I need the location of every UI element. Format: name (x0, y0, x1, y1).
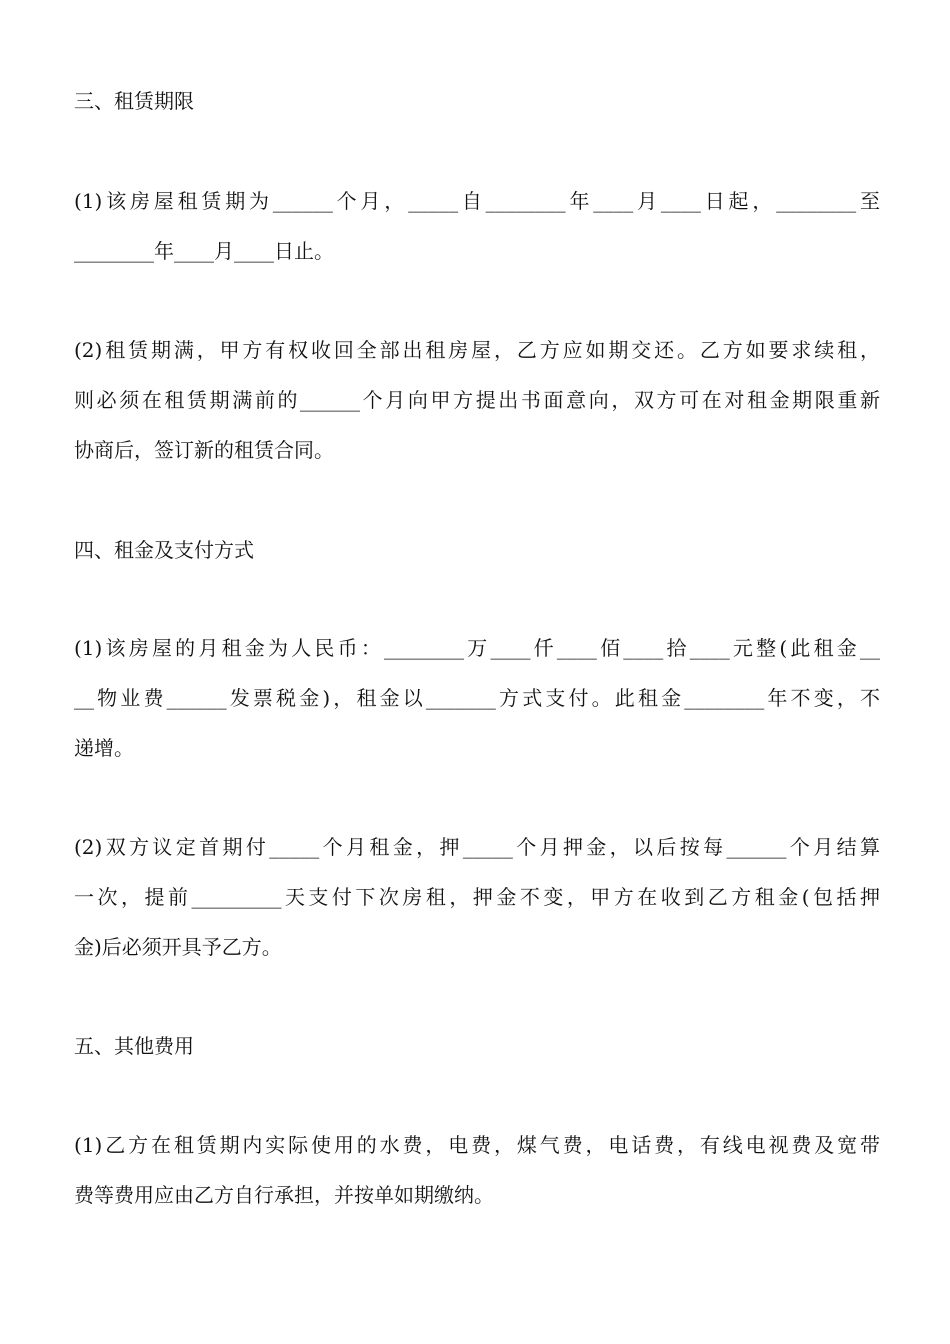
clause-3-2-line-3: 协商后，签订新的租赁合同。 (74, 438, 334, 462)
clause-4-2-line-3: 金)后必须开具予乙方。 (74, 935, 282, 959)
clause-4-1-line-1: (1)该房屋的月租金为人民币：________万____仟____佰____拾____元整(此租金__ (74, 636, 880, 660)
clause-3-1-line-1: (1)该房屋租赁期为______个月，_____自________年____月____日起，________至 (74, 189, 880, 213)
section-heading-5: 五、其他费用 (74, 1034, 194, 1058)
clause-3-2-line-1: (2)租赁期满，甲方有权收回全部出租房屋，乙方应如期交还。乙方如要求续租， (74, 338, 880, 362)
section-heading-4: 四、租金及支付方式 (74, 538, 254, 562)
clause-4-1-line-3: 递增。 (74, 736, 134, 760)
clause-4-2-line-1: (2)双方议定首期付_____个月租金，押_____个月押金，以后按每______个月结算 (74, 835, 880, 859)
clause-3-1-line-2: ________年____月____日止。 (74, 239, 334, 263)
clause-5-1-line-1: (1)乙方在租赁期内实际使用的水费，电费，煤气费，电话费，有线电视费及宽带 (74, 1133, 880, 1157)
section-heading-3: 三、租赁期限 (74, 89, 194, 113)
clause-5-1-line-2: 费等费用应由乙方自行承担，并按单如期缴纳。 (74, 1183, 494, 1207)
clause-3-2-line-2: 则必须在租赁期满前的______个月向甲方提出书面意向，双方可在对租金期限重新 (74, 388, 880, 412)
clause-4-2-line-2: 一次，提前_________天支付下次房租，押金不变，甲方在收到乙方租金(包括押 (74, 885, 880, 909)
clause-4-1-line-2: __物业费______发票税金)，租金以_______方式支付。此租金________年不变，不 (74, 686, 880, 710)
